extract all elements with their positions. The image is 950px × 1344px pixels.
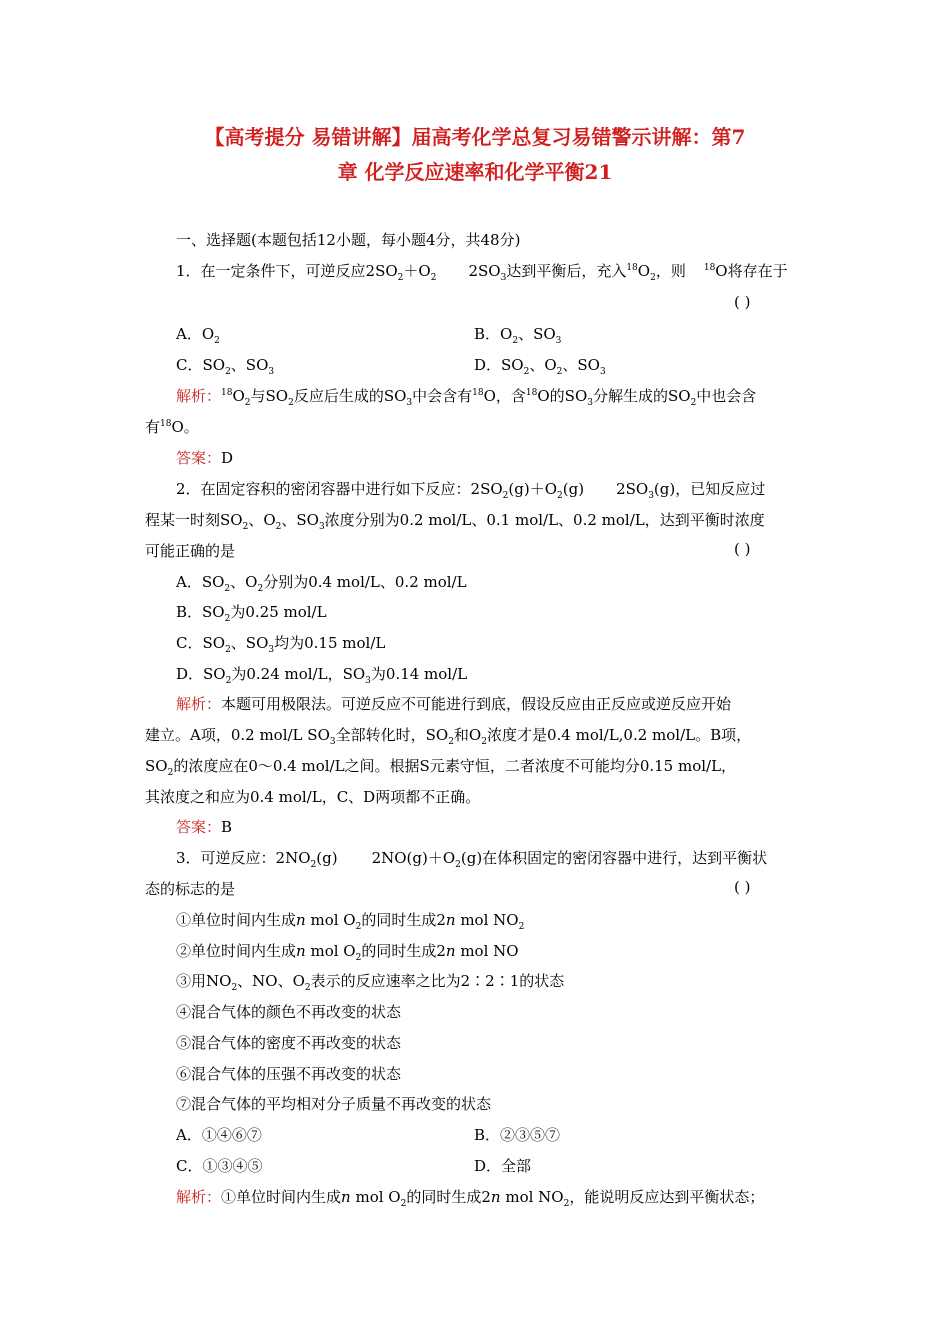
q1-option-d: D．$SO_2$、$O_2$、$SO_3$	[474, 356, 606, 377]
title-line-2: 章 化学反应速率和化学平衡21	[337, 160, 613, 184]
q2-analysis: 解析：本题可用极限法。可逆反应不可能进行到底，假设反应由正反应或逆反应开始	[176, 695, 732, 713]
q3-analysis: 解析：①单位时间内生成n mol $O_2$的同时生成2n mol $NO_2$，能说明反应达到平衡状态；	[176, 1188, 765, 1209]
q3-option-c: C．①③④⑤	[176, 1157, 263, 1175]
q3-item-2: ②单位时间内生成n mol $O_2$的同时生成2n mol NO	[176, 942, 519, 963]
q3-item-3: ③用$NO_2$、NO、$O_2$表示的反应速率之比为2∶2∶1的状态	[176, 972, 565, 993]
q3-item-5: ⑤混合气体的密度不再改变的状态	[176, 1034, 402, 1052]
q2-analysis-line2: 建立。A项，0.2 mol/L $SO_3$全部转化时，$SO_2$和$O_2$浓度才是0.4 mol/L,0.2 mol/L。B项，	[145, 726, 752, 747]
q3-answer-blank: ( )	[734, 878, 751, 896]
q3-stem: 3．可逆反应：$2NO_2(g)$ $2NO(g)+O_2(g)$在体积固定的密闭容器中进行，达到平衡状	[176, 849, 768, 870]
q2-answer-blank: ( )	[734, 540, 751, 558]
q3-item-6: ⑥混合气体的压强不再改变的状态	[176, 1065, 402, 1083]
q3-item-7: ⑦混合气体的平均相对分子质量不再改变的状态	[176, 1095, 492, 1113]
q1-analysis-cont: 有$^{18}$O。	[145, 418, 199, 436]
q2-analysis-line3: $SO_2$的浓度应在0～0.4 mol/L之间。根据S元素守恒，二者浓度不可能均分0.15 mol/L，	[145, 757, 737, 778]
document-title-continued	[150, 157, 800, 187]
q3-option-d: D．全部	[474, 1157, 532, 1175]
q3-option-b: B．②③⑤⑦	[474, 1126, 561, 1144]
q1-stem: 1．在一定条件下，可逆反应$2SO_2+O_2$ $2SO_3$达到平衡后，充入$^{18}O_2$，则 $^{18}$O将存在于	[176, 262, 788, 283]
document-title	[150, 122, 800, 152]
q3-item-1: ①单位时间内生成n mol $O_2$的同时生成2n mol $NO_2$	[176, 911, 525, 932]
q2-answer: 答案：B	[176, 818, 233, 836]
q2-stem: 2．在固定容积的密闭容器中进行如下反应：$2SO_2(g)+O_2(g)$ $2SO_3(g)$，已知反应过	[176, 480, 766, 501]
q3-option-a: A．①④⑥⑦	[176, 1126, 262, 1144]
q3-item-4: ④混合气体的颜色不再改变的状态	[176, 1003, 402, 1021]
q2-stem-end: 可能正确的是	[145, 542, 236, 560]
q1-answer-blank: ( )	[734, 293, 751, 311]
q2-analysis-line4: 其浓度之和应为0.4 mol/L，C、D两项都不正确。	[145, 788, 481, 806]
q1-option-a: A．$O_2$	[176, 325, 220, 346]
q2-option-a: A．$SO_2$、$O_2$分别为0.4 mol/L、0.2 mol/L	[176, 573, 467, 594]
q2-option-d: D．$SO_2$为0.24 mol/L，$SO_3$为0.14 mol/L	[176, 665, 468, 686]
q1-analysis: 解析：$^{18}O_2$与$SO_2$反应后生成的$SO_3$中会含有$^{18}$O，含$^{18}$O的$SO_3$分解生成的$SO_2$中也会含	[176, 387, 757, 408]
q1-answer: 答案：D	[176, 449, 234, 467]
q2-option-b: B．$SO_2$为0.25 mol/L	[176, 603, 327, 624]
q1-option-b: B．$O_2$、$SO_3$	[474, 325, 562, 346]
section-heading: 一、选择题(本题包括12小题，每小题4分，共48分)	[176, 231, 521, 249]
q2-option-c: C．$SO_2$、$SO_3$均为0.15 mol/L	[176, 634, 386, 655]
q2-stem-cont: 程某一时刻$SO_2$、$O_2$、$SO_3$浓度分别为0.2 mol/L、0.1 mol/L、0.2 mol/L，达到平衡时浓度	[145, 511, 765, 532]
q1-option-c: C．$SO_2$、$SO_3$	[176, 356, 275, 377]
q3-stem-cont: 态的标志的是	[145, 880, 236, 898]
title-line-1: 【高考提分 易错讲解】届高考化学总复习易错警示讲解：第7	[204, 125, 746, 149]
